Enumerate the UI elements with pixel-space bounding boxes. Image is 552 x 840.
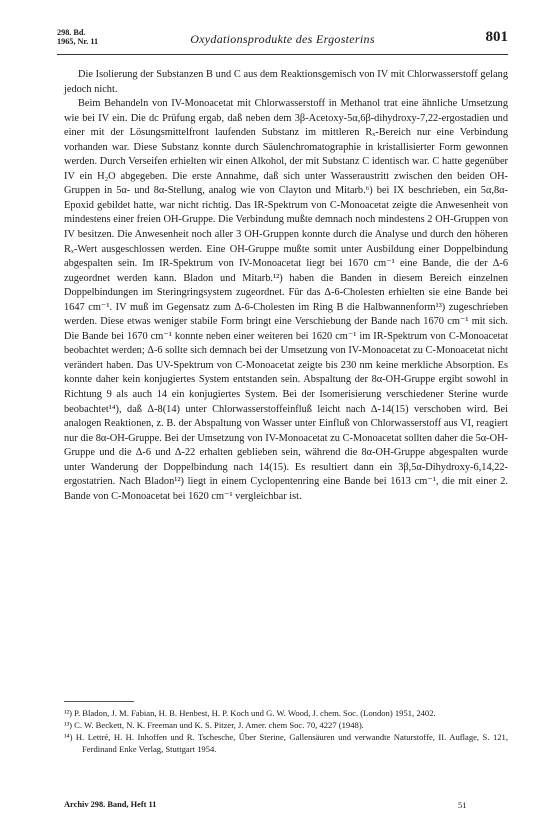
main-text bbox=[64, 68, 508, 504]
paragraph-1: Die Isolierung der Substanzen B und C aus dem Reaktionsgemisch von IV mit Chlorwasserstoff gelang jedoch nicht. bbox=[64, 69, 508, 95]
volume-label: 298. Bd. bbox=[57, 28, 86, 37]
journal-footer: Archiv 298. Band, Heft 11 bbox=[64, 800, 157, 809]
header-rule bbox=[57, 54, 508, 55]
footnote-14: ¹⁴) H. Lettré, H. H. Inhoffen und R. Tschesche, Über Sterine, Gallensäuren und verwandte Naturstoffe, II. Auflage, S. 121, Ferdinand Enke Verlag, Stuttgart 1954. bbox=[64, 732, 508, 755]
footnote-12: ¹²) P. Bladon, J. M. Fabian, H. B. Henbest, H. P. Koch und G. W. Wood, J. chem. Soc. (London) 1951, 2402. bbox=[64, 708, 436, 718]
footnotes bbox=[64, 707, 508, 755]
signature-number: 51 bbox=[458, 800, 467, 810]
footnote-13: ¹³) C. W. Beckett, N. K. Freeman und K. S. Pitzer, J. Amer. chem Soc. 70, 4227 (1948). bbox=[64, 720, 364, 731]
year-issue-label: 1965, Nr. 11 bbox=[57, 37, 99, 46]
running-title: Oxydationsprodukte des Ergosterins bbox=[190, 32, 375, 46]
paragraph-2: Beim Behandeln von IV-Monoacetat mit Chlorwasserstoff in Methanol trat eine ähnliche Umsetzung wie bei IV ein. Die dc Prüfung ergab, daß neben dem 3β-Acetoxy-5α,6β-dihydroxy-7,22-ergostadien und einer mit der Lösungsmittelfront laufenden Substanz im mittleren Rₓ-Bereich nur eine Verbindung vorhanden war. Diese Substanz konnte durch Säulenchromatographie in kristallisierter Form gewonnen werden. Durch Verseifen erhielten wir einen Alkohol, der mit Substanz C identisch war. C hatte gegenüber IV ein H₂O abgegeben. Die erste Annahme, daß sich unter Wasseraustritt zwischen den beiden OH-Gruppen in 5α- und 8α-Stellung, analog wie von Clayton und Mitarb.⁶) bei IX beschrieben, ein 5α,8α-Epoxid gebildet hatte, war nicht richtig. Das IR-Spektrum von C-Monoacetat zeigte die Anwesenheit von mindestens einer freien OH-Gruppe. Die Verbindung mußte demnach noch mindestens 2 OH-Gruppen von IV besitzen. Die Anwesenheit noch aller 3 OH-Gruppen konnte durch die Analyse und durch den höheren Rₓ-Wert ausgeschlossen werden. Eine OH-Gruppe mußte somit unter Ausbildung einer Doppelbindung abgespalten sein. Im IR-Spektrum von IV-Monoacetat liegt bei 1670 cm⁻¹ eine Bande, die der Δ-6 zugeordnet werden kann. Bladon und Mitarb.¹²) haben die Banden in diesem Bereich einzelnen Doppelbindungen im Steringringsystem zugeordnet. Für das Δ-6-Cholesten erhielten sie eine Bande bei 1647 cm⁻¹. IV muß im Gegensatz zum Δ-6-Cholesten im Ring B die Halbwannenform¹³) zugeschrieben werden. Diese etwas weniger stabile Form bringt eine Verschiebung der Bande nach 1670 cm⁻¹ mit sich. Die Bande bei 1670 cm⁻¹ konnte neben einer weiteren bei 1620 cm⁻¹ im IR-Spektrum von C-Monoacetat beobachtet werden; Δ-6 sollte sich demnach bei der Umsetzung von IV-Monoacetat zu C-Monoacetat nicht verändert haben. Das UV-Spektrum von C-Monoacetat zeigte bis 230 nm keine merkliche Absorption. Es konnte daher kein konjugiertes System entstanden sein. Abspaltung der 8α-OH-Gruppe ergibt sowohl in Richtung 9 als auch 14 ein konjugiertes System. Bei der Isomerisierung verschiedener Sterine wurde beobachtet¹⁴), daß Δ-8(14) unter Chlorwasserstoffeinfluß leicht nach Δ-14(15) verschoben wird. Bei analogen Reaktionen, z. B. der Abspaltung von Wasser unter Einfluß von Chlorwasserstoff aus VI, reagiert nur die 8α-OH-Gruppe. Bei der Umsetzung von IV-Monoacetat zu C-Monoacetat sollten daher die 5α-OH-Gruppe und die Δ-6 und Δ-22 erhalten geblieben sein, während die 8α-OH-Gruppe abgespalten wurde unter Wanderung der Doppelbindung nach 14(15). Es resultiert dann ein 3β,5α-Dihydroxy-6,14,22-ergostatrien. Nach Bladon¹²) liegt in einem Cyclopentenring eine Bande bei 1613 cm⁻¹, die mit einer 2. Bande von C-Monoacetat bei 1620 cm⁻¹ vergleichbar ist. bbox=[64, 98, 508, 502]
page-number: 801 bbox=[485, 29, 508, 45]
footnote-rule bbox=[64, 701, 134, 702]
